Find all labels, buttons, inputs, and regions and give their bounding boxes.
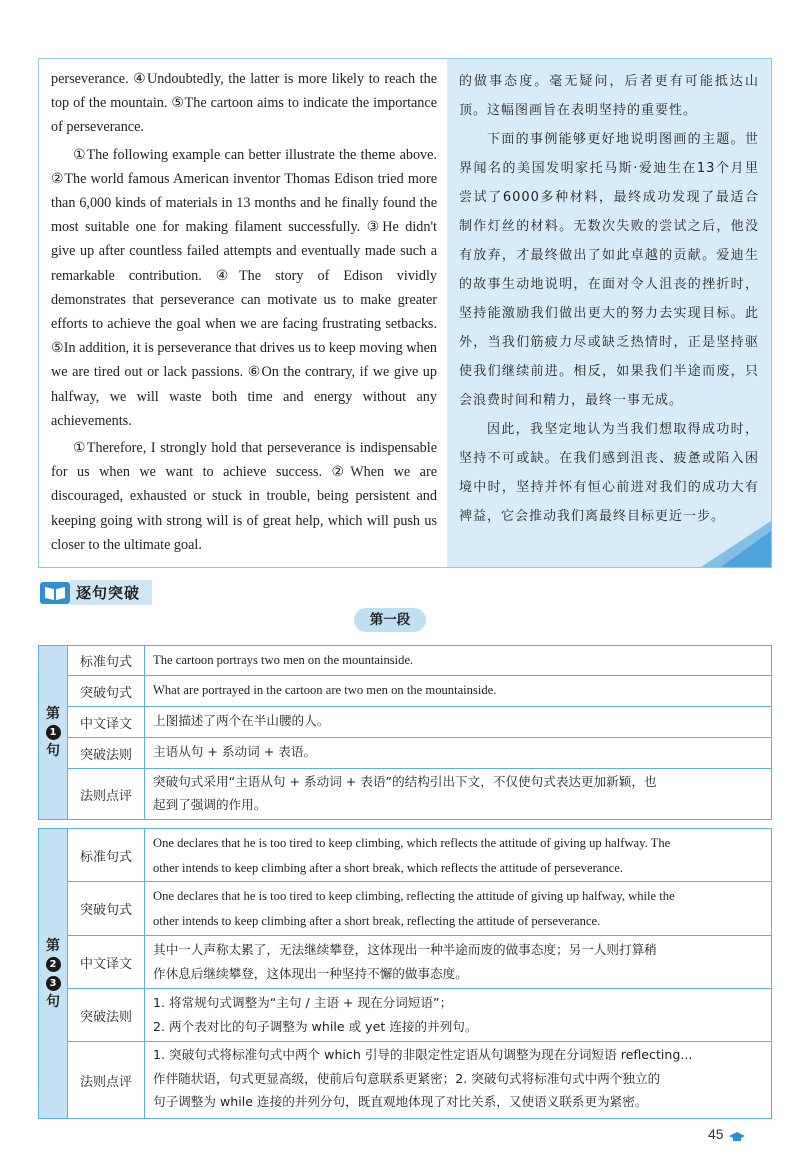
- row-key: 突破句式: [68, 676, 145, 706]
- paragraph-badge: 第一段: [354, 608, 426, 632]
- chinese-paragraph-1: 的做事态度。毫无疑问，后者更有可能抵达山顶。这幅图画旨在表明坚持的重要性。: [459, 74, 759, 118]
- sentence-2-3-table: [38, 828, 772, 1119]
- chinese-paragraph-2: 下面的事例能够更好地说明图画的主题。世界闻名的美国发明家托马斯·爱迪生在13个月里尝试了6000多种材料，最终成功发现了最适合制作灯丝的材料。无数次失败的尝试之后，他没有放弃，才最终做出了如此卓越的贡献。爱迪生的故事生动地说明，在面对令人沮丧的挫折时，坚持能激励我们做出更大的努力去实现目标。此外，当我们筋疲力尽或缺乏热情时，正是坚持驱使我们继续前进。相反，如果我们半途而废，只会浪费时间和精力，最终一事无成。: [459, 132, 759, 408]
- table-row: [68, 1042, 771, 1118]
- graduation-cap-icon: [728, 1131, 746, 1143]
- page-curl-decoration: [701, 521, 771, 567]
- sentence-number: 3: [46, 976, 61, 991]
- row-text: 其中一人声称太累了，无法继续攀登，这体现出一种半途而废的做事态度；另一人则打算稍: [153, 942, 657, 957]
- table-row: [68, 676, 771, 707]
- section-heading: [40, 580, 152, 605]
- row-text: The cartoon portrays two men on the mountainside.: [153, 653, 414, 667]
- row-text: What are portrayed in the cartoon are two men on the mountainside.: [153, 683, 497, 697]
- row-text: 作休息后继续攀登，这体现出一种坚持不懈的做事态度。: [153, 966, 468, 981]
- section-title: 逐句突破: [70, 580, 152, 605]
- chinese-paragraph-3: 因此，我坚定地认为当我们想取得成功时，坚持不可或缺。在我们感到沮丧、疲惫或陷入困境中时，坚持并怀有恒心前进对我们的成功大有裨益，它会推动我们离最终目标更近一步。: [459, 422, 759, 524]
- row-text: 主语从句 + 系动词 + 表语。: [153, 744, 317, 759]
- sentence-label: 第 2 3 句: [39, 829, 68, 1118]
- english-paragraph-2: ①The following example can better illustrate the theme above. ②The world famous American inventor Thomas Edison tried more than 6,000 kinds of materials in 13 months and he finally found the most suitable one for making filament successfully. ③He didn't give up after countless failed attempts and eventually made such a remarkable contribution. ④The story of Edison vividly demonstrates that perseverance can motivate us to make greater efforts to achieve the goal when we are facing frustrating setbacks. ⑤In addition, it is perseverance that drives us to keep moving when we are tired out or lack passions. ⑥On the contrary, if we give up halfway, we will waste both time and energy without any achievements.: [51, 146, 437, 429]
- table-row: [68, 989, 771, 1042]
- table-row: [68, 707, 771, 738]
- table-row: [68, 829, 771, 882]
- row-text: 上图描述了两个在半山腰的人。: [153, 713, 330, 728]
- row-text: other intends to keep climbing after a short break, reflecting the attitude of perseverance.: [153, 914, 601, 928]
- row-text: 作伴随状语，句式更显高级，使前后句意联系更紧密；2. 突破句式将标准句式中两个独立的: [153, 1070, 661, 1086]
- row-key: 中文译文: [68, 936, 145, 988]
- row-key: 法则点评: [68, 769, 145, 819]
- row-text: 突破句式采用“主语从句 + 系动词 + 表语”的结构引出下文，不仅使句式表达更加新颖，也: [153, 774, 657, 789]
- row-key: 法则点评: [68, 1042, 145, 1118]
- row-text: 2. 两个表对比的句子调整为 while 或 yet 连接的并列句。: [153, 1019, 478, 1034]
- row-text: One declares that he is too tired to keep climbing, reflecting the attitude of giving up halfway, while the: [153, 889, 675, 903]
- english-column: [39, 59, 447, 567]
- page-number: 45: [708, 1126, 724, 1142]
- row-text: 句子调整为 while 连接的并列分句，既直观地体现了对比关系，又使语义联系更为紧密。: [153, 1094, 648, 1109]
- table-row: [68, 936, 771, 989]
- english-paragraph-1: perseverance. ④Undoubtedly, the latter is more likely to reach the top of the mountain. ⑤The cartoon aims to indicate the importance of perseverance.: [51, 71, 437, 136]
- english-paragraph-3: ①Therefore, I strongly hold that perseverance is indispensable for us when we want to achieve success. ②When we are discouraged, exhausted or stuck in trouble, being persistent and keeping going with strong will is of great help, which will push us closer to the ultimate goal.: [51, 440, 437, 553]
- table-row: [68, 738, 771, 769]
- row-key: 突破法则: [68, 738, 145, 768]
- essay-box: [38, 58, 772, 568]
- row-text: One declares that he is too tired to keep climbing, which reflects the attitude of giving up halfway. The: [153, 836, 671, 850]
- row-text: 1. 将常规句式调整为“主句 / 主语 + 现在分词短语”；: [153, 995, 453, 1010]
- row-key: 标准句式: [68, 829, 145, 881]
- row-key: 中文译文: [68, 707, 145, 737]
- sentence-label: 第 1 句: [39, 646, 68, 819]
- sentence-1-table: [38, 645, 772, 820]
- row-key: 突破法则: [68, 989, 145, 1041]
- row-key: 标准句式: [68, 646, 145, 675]
- row-text: 起到了强调的作用。: [153, 797, 267, 812]
- sentence-number: 2: [46, 957, 61, 972]
- sentence-number: 1: [46, 725, 61, 740]
- table-row: [68, 769, 771, 819]
- row-text: other intends to keep climbing after a short break, which reflects the attitude of perseverance.: [153, 861, 623, 875]
- chinese-column: [447, 59, 771, 567]
- table-row: [68, 882, 771, 936]
- row-key: 突破句式: [68, 882, 145, 935]
- open-book-icon: [40, 582, 70, 604]
- table-row: [68, 646, 771, 676]
- row-text: 1. 突破句式将标准句式中两个 which 引导的非限定性定语从句调整为现在分词短语 reflecting...: [153, 1047, 693, 1062]
